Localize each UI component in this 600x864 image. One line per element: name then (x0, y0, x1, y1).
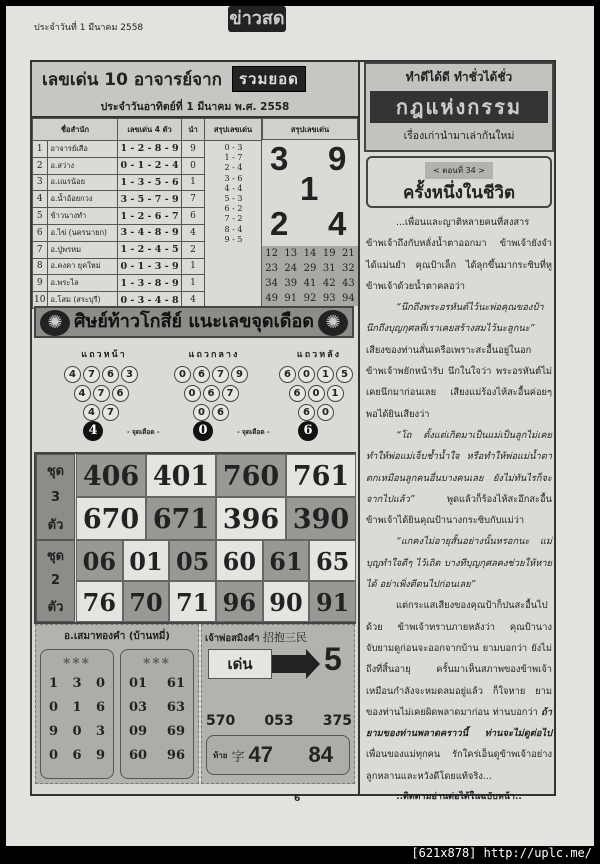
summary-count: 1 - 7 (224, 153, 243, 163)
digit-ball: 7 (222, 385, 239, 402)
set2-label-text: ตัว (47, 600, 64, 616)
digit-ball: 1 (327, 385, 344, 402)
number: 9 (95, 748, 105, 763)
three-digit-number: 390 (286, 497, 356, 540)
lead-digit: 9 (182, 141, 205, 158)
row-number: 9 (33, 275, 48, 292)
two-digit-number: 70 (123, 581, 170, 622)
pair-number: 43 (342, 278, 355, 289)
continue-note: ..ติดตามอ่านต่อได้ในฉบับหน้า.. (396, 792, 522, 803)
digit-ball: 6 (112, 385, 129, 402)
summary-count: 4 - 4 (224, 183, 243, 193)
two-digit-number: 76 (76, 581, 123, 622)
lucky-digits: 1 - 2 - 8 - 9 (118, 141, 182, 158)
row-number: 8 (33, 258, 48, 275)
pyramid-label: แถวหน้า (81, 350, 127, 360)
paragraph-text: พูดแล้วก็ร้องไห้สะอึกสะอื้น ข้าพเจ้าได้ยินคุณป้านางกระซิบกับแม่ว่า (366, 493, 552, 527)
chaopho-box (201, 624, 355, 784)
set3-label-text: ชุด (46, 463, 65, 479)
number-row (41, 672, 113, 696)
story-title: ครั้งหนึ่งในชีวิต (403, 183, 515, 203)
number: 6 (95, 700, 105, 715)
semathongkham-left (40, 649, 114, 779)
pair-number: 92 (303, 293, 317, 304)
row-number: 6 (33, 224, 48, 241)
digit-ball: 0 (317, 404, 334, 421)
lucky-digits: 0 - 3 - 4 - 8 (118, 292, 182, 309)
hotdigit-banner (34, 306, 354, 338)
triples (206, 713, 352, 729)
starburst-icon: ✺ (40, 310, 70, 336)
three-digit-number: 396 (216, 497, 286, 540)
summary-big-digit: 1 (300, 170, 319, 207)
school-name: อ.ไข่ (นครนายก) (47, 224, 118, 241)
school-name: อาจารย์เสือ (47, 141, 118, 158)
school-name: อ.เณรน้อย (47, 174, 118, 191)
three-digit-number: 760 (216, 454, 286, 497)
paragraph (366, 531, 552, 595)
row-number: 4 (33, 191, 48, 208)
number: 01 (129, 676, 148, 691)
school-name: อ.โสม (สระบุรี) (47, 292, 118, 309)
paragraph: ...เพื่อนและญาติหลายคนที่สงสารข้าพเจ้าถึงกับหลั่งน้ำตาออกมา ข้าพเจ้ายังจำได้แม่นยำ คุณป้าเล็ก ได้ลุกขึ้นมากระซิบที่หูข้าพเจ้าด้วยน้ำตาคลอว่า (366, 217, 552, 292)
story-slogan: ทำดีได้ดี ทำชั่วได้ชั่ว (405, 70, 513, 84)
set3-label-text: 3 (50, 489, 61, 505)
paragraph (366, 595, 552, 787)
pair-number: 29 (303, 263, 317, 274)
digit-ball: 4 (74, 385, 91, 402)
number: 0 (49, 700, 59, 715)
three-digit-number: 406 (76, 454, 146, 497)
lead-digit: 5 (324, 641, 342, 677)
triple: 570 (206, 713, 236, 729)
summary-counts (205, 140, 262, 246)
watermark: [621x878] http://uplc.me/ (411, 846, 592, 860)
emphasis: ถ้ายามของท่านพลาดคราวนี้ ท่านจะไม่ดูต่อไป (366, 706, 552, 740)
lead-digit: 2 (182, 241, 205, 258)
row-number: 10 (33, 292, 48, 309)
hot-label: - จุดเดือด - (237, 428, 270, 436)
number: 9 (49, 724, 59, 739)
summary-count: 9 - 5 (224, 234, 243, 244)
col-header-name: ชื่อสำนัก (33, 119, 118, 141)
summary-big-digit: 9 (328, 140, 347, 177)
starburst-icon: ✺ (318, 310, 348, 336)
lead-digit: 7 (182, 191, 205, 208)
row-number: 5 (33, 208, 48, 225)
pair-number: 39 (284, 278, 298, 289)
paragraph-text: แต่กระแสเสียงของคุณป้าก็ปนสะอื้นไปด้วย ข้าพเจ้าทราบภายหลังว่า คุณป้านางจับยามดูก่อนจะออกจากบ้าน ยามบอกว่า ยังไม่ถึงที่สิ้นอายุ ครั้นมาเห็นสภาพของข้าพเจ้าเหมือนกำลังจะหมดลมอยู่แล้ว ก็ใจหาย ยามของท่านไม่เคยผิดพลาดมาก่อน ท่านบอกว่า (366, 600, 552, 718)
lead-label: เด่น (208, 649, 272, 679)
col-header-summary: สรุปเลขเด่น (205, 119, 262, 141)
lucky-digits: 0 - 1 - 2 - 4 (118, 157, 182, 174)
two-digit-number: 71 (169, 581, 216, 622)
story-tagline: เรื่องเก่านำมาเล่ากันใหม่ (403, 130, 515, 142)
digit-ball: 0 (193, 404, 210, 421)
school-name: อ.น้ำอ้อยกวง (47, 191, 118, 208)
pair-number: 32 (342, 263, 355, 274)
digit-ball: 6 (193, 366, 210, 383)
lucky-digits: 1 - 3 - 8 - 9 (118, 275, 182, 292)
lucky10-date: ประจำวันอาทิตย์ที่ 1 มีนาคม พ.ศ. 2558 (32, 96, 358, 118)
tail-number: 84 (308, 742, 333, 767)
hot-digit: 6 (298, 421, 318, 441)
col-header-summary-2: สรุปเลขเด่น (262, 118, 358, 140)
number: 61 (166, 676, 185, 691)
tail-box (206, 735, 350, 775)
digit-ball: 6 (102, 366, 119, 383)
pair-number: 14 (303, 248, 317, 259)
digit-ball: 0 (308, 385, 325, 402)
lucky-digits: 3 - 4 - 8 - 9 (118, 224, 182, 241)
pyramid-label: แถวกลาง (188, 350, 240, 360)
digit-ball: 3 (121, 366, 138, 383)
number: 69 (166, 724, 185, 739)
lucky10-title-text: เลขเด่น 10 อาจารย์จาก (42, 69, 222, 90)
summary-big-digit: 4 (328, 205, 347, 242)
three-digit-number: 761 (286, 454, 356, 497)
number: 0 (49, 748, 59, 763)
tail-number: 47 (248, 742, 273, 767)
digit-ball: 6 (298, 404, 315, 421)
number: 60 (129, 748, 148, 763)
school-name: ข้าวนางทำ (47, 208, 118, 225)
digit-ball: 7 (93, 385, 110, 402)
arrow-head-icon (306, 649, 320, 679)
school-name: อ.ปู่พรหม (47, 241, 118, 258)
chaopho-chinese: 招抱三民 (262, 631, 307, 644)
chaopho-name: เจ้าพ่อสมิงคำ (205, 633, 260, 644)
summary-big-digit: 2 (270, 205, 289, 242)
triple: 053 (264, 713, 294, 729)
three-digit-number: 401 (146, 454, 216, 497)
paragraph-text: เสียงของท่านสั่นเครือเพราะสะอื้นอยู่ในอก ข้าพเจ้าพยักหน้ารับ นึกในใจว่า พระอรหันต์ไม่เคยนึกมาก่อนเลย เสียงแม่ร้องไห้สะอื้นค่อยๆ พอได้ยินเสียงว่า (366, 344, 552, 420)
two-digit-number: 90 (263, 581, 310, 622)
digit-ball: 6 (203, 385, 220, 402)
digit-ball: 1 (317, 366, 334, 383)
two-digit-number: 05 (169, 540, 216, 581)
number: 0 (95, 676, 105, 691)
summary-count: 2 - 4 (224, 163, 243, 173)
summary-count: 5 - 3 (224, 194, 243, 204)
paragraph (366, 297, 552, 425)
pair-number: 94 (342, 293, 355, 304)
col-header-lead: นำ (182, 119, 205, 141)
lead-digit: 4 (182, 224, 205, 241)
lucky-digits: 1 - 2 - 4 - 5 (118, 241, 182, 258)
number-row (41, 720, 113, 744)
pair-number: 24 (284, 263, 298, 274)
digit-ball: 4 (64, 366, 81, 383)
semathongkham-box (35, 624, 199, 784)
col-header-digits: เลขเด่น 4 ตัว (118, 119, 182, 141)
magazine-logo (228, 6, 286, 32)
two-digit-number: 96 (216, 581, 263, 622)
tail-label: ท้าย (213, 750, 228, 760)
lucky-digits: 0 - 1 - 3 - 9 (118, 258, 182, 275)
school-name: อ.สว่าง (47, 157, 118, 174)
digit-ball: 6 (289, 385, 306, 402)
lucky10-title (32, 62, 358, 96)
set3-label-text: ตัว (47, 517, 64, 533)
digit-ball: 9 (231, 366, 248, 383)
story-body (366, 212, 552, 808)
set2-label-text: 2 (50, 573, 61, 589)
pair-number: 23 (265, 263, 278, 274)
two-digit-number: 91 (309, 581, 356, 622)
two-digit-number: 61 (263, 540, 310, 581)
hot-digit: 4 (83, 421, 103, 441)
pair-number: 41 (303, 278, 317, 289)
digit-ball: 7 (212, 366, 229, 383)
set2-label-text: ชุด (46, 548, 65, 564)
number: 3 (72, 676, 82, 691)
digit-ball: 0 (174, 366, 191, 383)
pair-number: 13 (284, 248, 298, 259)
set3-label (36, 454, 75, 540)
stars-icon: *** (143, 656, 171, 672)
summary-big-digit: 3 (270, 140, 289, 177)
number: 09 (129, 724, 148, 739)
logo-text: ข่าวสด (229, 8, 285, 29)
pair-number: 49 (265, 293, 278, 304)
hot-label: - จุดเดือด - (127, 428, 160, 436)
number: 96 (166, 748, 185, 763)
lead-digit: 6 (182, 208, 205, 225)
semathongkham-title: อ.เสมาทองคำ (บ้านหมี่) (64, 631, 170, 642)
lead-digit: 0 (182, 157, 205, 174)
quote: “แกคงไม่อายุสั้นอย่างนั้นหรอกนะ แม่บุญทำใจดีๆ ไว้เถิด บางทีบุญกุศลคงช่วยให้หายได้ อย่าเพิ่งตีตนไปก่อนเลย” (366, 536, 552, 591)
row-number: 3 (33, 174, 48, 191)
paragraph-text: เพื่อนของแม่ทุกคน รักใคร่เอ็นดูข้าพเจ้าอย่างลูกหลานและหวังดีโดยแท้จริง... (366, 749, 552, 782)
number-row (121, 744, 193, 768)
lead-digit: 4 (182, 292, 205, 309)
number-row (121, 720, 193, 744)
hotdigit-title: ศิษย์ท้าวโกสีย์ แนะเลขจุดเดือด (74, 311, 314, 332)
row-number: 2 (33, 157, 48, 174)
summary-count: 8 - 4 (224, 224, 243, 234)
number-row (121, 672, 193, 696)
lead-digit: 1 (182, 275, 205, 292)
number-row (121, 696, 193, 720)
pair-number: 42 (322, 278, 336, 289)
two-digit-number: 06 (76, 540, 123, 581)
summary-count: 7 - 2 (224, 214, 243, 224)
summary-count: 6 - 2 (224, 204, 243, 214)
number: 1 (49, 676, 59, 691)
hot-digit: 0 (193, 421, 213, 441)
number-row (41, 696, 113, 720)
set2-label (36, 540, 75, 622)
lead-digit: 1 (182, 174, 205, 191)
number: 3 (95, 724, 105, 739)
three-digit-number: 670 (76, 497, 146, 540)
row-number: 1 (33, 141, 48, 158)
digit-ball: 7 (102, 404, 119, 421)
pair-number: 12 (265, 248, 278, 259)
arrow-icon (272, 655, 306, 673)
pair-number: 21 (342, 248, 355, 259)
triple: 375 (322, 713, 352, 729)
pair-number: 93 (322, 293, 336, 304)
page-number: 6 (294, 794, 301, 804)
summary-count: 3 - 6 (224, 173, 243, 183)
number: 0 (72, 724, 82, 739)
digit-ball: 0 (184, 385, 201, 402)
summary-pairs-grid (262, 246, 358, 306)
tail-char: 字 (231, 749, 245, 765)
lucky-digits: 1 - 3 - 5 - 6 (118, 174, 182, 191)
number: 1 (72, 700, 82, 715)
digit-ball: 6 (279, 366, 296, 383)
two-digit-number: 60 (216, 540, 263, 581)
pair-number: 19 (322, 248, 336, 259)
number: 03 (129, 700, 148, 715)
school-name: อ.คงคา ยุคใหม่ (47, 258, 118, 275)
pair-number: 91 (284, 293, 298, 304)
quote: “โถ ตั้งแต่เกิดมาเป็นแม่เป็นลูกไม่เคยทำให้พ่อแม่เจ็บช้ำน้ำใจ หรือทำให้พ่อแม่น้ำตาตกเหมือนลูกคนอื่นบางคนเลย ยังไม่ทันไรก็จะจากไปแล้ว” (366, 429, 552, 505)
two-digit-number: 65 (309, 540, 356, 581)
digit-ball: 5 (336, 366, 353, 383)
number: 6 (72, 748, 82, 763)
issue-date: ประจำวันที่ 1 มีนาคม 2558 (34, 23, 144, 33)
three-digit-number: 671 (146, 497, 216, 540)
summary-count: 0 - 3 (224, 143, 243, 152)
school-name: อ.พระไล (47, 275, 118, 292)
number: 63 (166, 700, 185, 715)
quote: “นึกถึงพระอรหันต์ไว้นะพ่อคุณของป้า นึกถึงบุญกุศลที่เราเคยสร้างสมไว้นะลูกนะ” (366, 302, 544, 335)
digit-ball: 0 (298, 366, 315, 383)
episode-box (366, 156, 552, 208)
row-number: 7 (33, 241, 48, 258)
lucky-digits: 1 - 2 - 6 - 7 (118, 208, 182, 225)
digit-ball: 4 (83, 404, 100, 421)
digit-ball: 7 (83, 366, 100, 383)
number-row (41, 744, 113, 768)
lead-digit: 1 (182, 258, 205, 275)
column-divider (358, 60, 360, 796)
pair-number: 31 (322, 263, 336, 274)
number-sets-grid (34, 452, 356, 624)
stars-icon: *** (63, 656, 91, 672)
episode-number: < ตอนที่ 34 > (425, 162, 493, 179)
semathongkham-right (120, 649, 194, 779)
pair-number: 34 (265, 278, 278, 289)
brand-logo: รวมยอด (232, 66, 306, 92)
story-column-name: กฎแห่งกรรม (370, 91, 548, 123)
two-digit-number: 01 (123, 540, 170, 581)
lucky-digits: 3 - 5 - 7 - 9 (118, 191, 182, 208)
paragraph (366, 425, 552, 531)
digit-ball: 6 (212, 404, 229, 421)
story-header (364, 62, 554, 152)
pyramid-label: แถวหลัง (296, 350, 342, 360)
